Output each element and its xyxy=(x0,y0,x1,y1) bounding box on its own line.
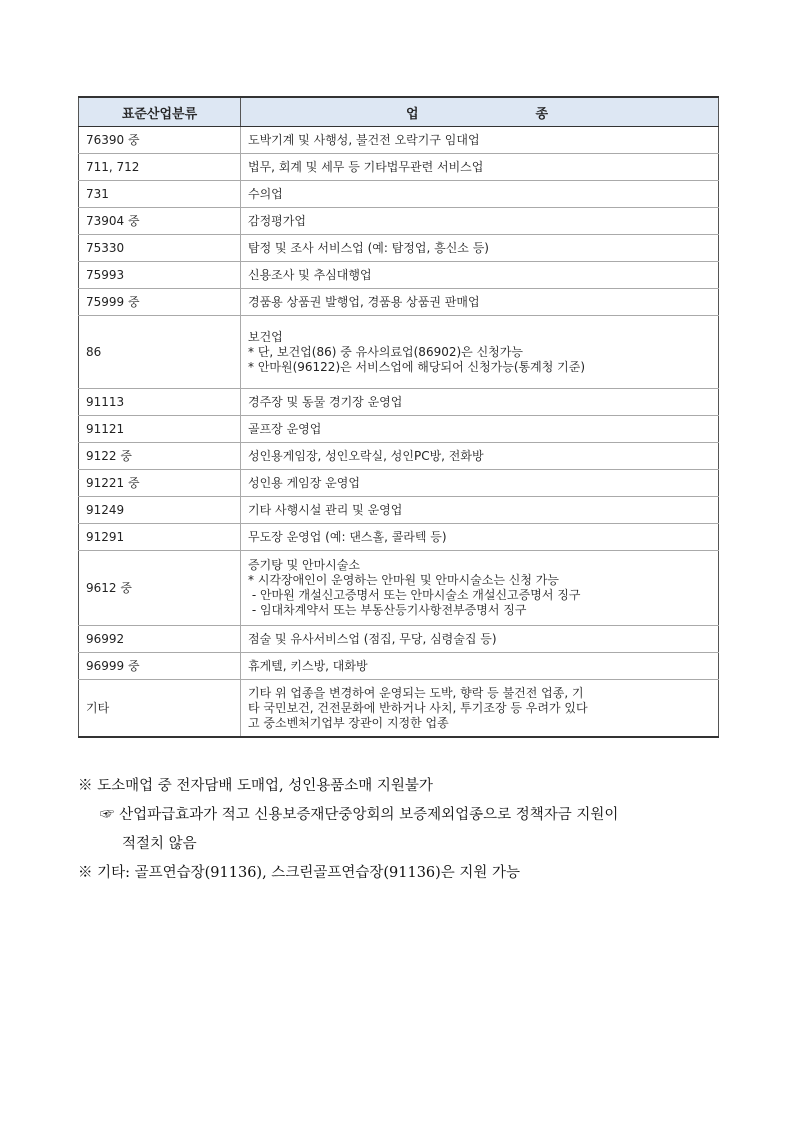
note-ecig-reason: ☞ 산업파급효과가 적고 신용보증재단중앙회의 보증제외업종으로 정책자금 지원이 xyxy=(100,807,619,823)
industry-code-cell: 9122 중 xyxy=(79,443,241,470)
table-row xyxy=(79,289,719,316)
table-header-row xyxy=(79,97,719,127)
notes-section xyxy=(78,772,728,888)
industry-description-cell xyxy=(241,653,719,680)
note-ecig-reason-cont: 적절치 않음 xyxy=(122,836,197,852)
header-industry-left: 업 xyxy=(406,106,419,122)
description-line: 수의업 xyxy=(248,186,283,201)
industry-description-cell xyxy=(241,235,719,262)
industry-description-cell xyxy=(241,389,719,416)
description-line: 성인용게임장, 성인오락실, 성인PC방, 전화방 xyxy=(248,448,484,463)
description-line: 점술 및 유사서비스업 (점집, 무당, 심령술집 등) xyxy=(248,631,497,646)
industry-code-cell: 73904 중 xyxy=(79,208,241,235)
industry-code-cell: 76390 중 xyxy=(79,127,241,154)
industry-description-cell xyxy=(241,443,719,470)
description-line: 고 중소벤처기업부 장관이 지정한 업종 xyxy=(248,715,449,730)
industry-description-cell xyxy=(241,289,719,316)
industry-description-cell xyxy=(241,551,719,626)
table-row xyxy=(79,626,719,653)
description-line: 법무, 회계 및 세무 등 기타법무관련 서비스업 xyxy=(248,159,484,174)
header-industry xyxy=(241,97,719,127)
industry-code-cell: 9612 중 xyxy=(79,551,241,626)
industry-code-cell: 75330 xyxy=(79,235,241,262)
description-line: 도박기계 및 사행성, 불건전 오락기구 임대업 xyxy=(248,132,480,147)
industry-description-cell xyxy=(241,416,719,443)
table-row xyxy=(79,551,719,626)
description-line: * 시각장애인이 운영하는 안마원 및 안마시술소는 신청 가능 xyxy=(248,573,559,587)
restricted-industry-table xyxy=(78,96,719,738)
industry-description-cell xyxy=(241,154,719,181)
industry-code-cell: 96992 xyxy=(79,626,241,653)
industry-code-cell: 91121 xyxy=(79,416,241,443)
industry-description-cell xyxy=(241,470,719,497)
industry-description-cell xyxy=(241,208,719,235)
description-line: 신용조사 및 추심대행업 xyxy=(248,267,372,282)
description-line: 증기탕 및 안마시술소 xyxy=(248,558,360,572)
description-line: 골프장 운영업 xyxy=(248,421,322,436)
table-row xyxy=(79,497,719,524)
description-line: - 안마원 개설신고증명서 또는 안마시술소 개설신고증명서 징구 xyxy=(248,588,581,602)
industry-code-cell: 731 xyxy=(79,181,241,208)
note-golf-practice: ※ 기타: 골프연습장(91136), 스크린골프연습장(91136)은 지원 가능 xyxy=(78,865,521,881)
industry-description-cell xyxy=(241,524,719,551)
industry-code-cell: 711, 712 xyxy=(79,154,241,181)
note-ecig: ※ 도소매업 중 전자담배 도매업, 성인용품소매 지원불가 xyxy=(78,778,433,794)
table-row xyxy=(79,443,719,470)
industry-code-cell: 75993 xyxy=(79,262,241,289)
header-industry-right: 종 xyxy=(535,106,548,122)
industry-code-cell: 기타 xyxy=(79,680,241,738)
table-row xyxy=(79,316,719,389)
table-row xyxy=(79,470,719,497)
table-row xyxy=(79,154,719,181)
industry-code-cell: 75999 중 xyxy=(79,289,241,316)
industry-code-cell: 96999 중 xyxy=(79,653,241,680)
description-line: 성인용 게임장 운영업 xyxy=(248,475,360,490)
industry-description-cell xyxy=(241,127,719,154)
industry-description-cell xyxy=(241,680,719,738)
description-line: * 안마원(96122)은 서비스업에 해당되어 신청가능(통계청 기준) xyxy=(248,359,585,374)
description-line: 기타 사행시설 관리 및 운영업 xyxy=(248,502,403,517)
table-row xyxy=(79,235,719,262)
description-line: 경품용 상품권 발행업, 경품용 상품권 판매업 xyxy=(248,294,480,309)
description-line: 무도장 운영업 (예: 댄스홀, 콜라텍 등) xyxy=(248,529,447,544)
industry-description-cell xyxy=(241,316,719,389)
table-row xyxy=(79,208,719,235)
description-line: 보건업 xyxy=(248,329,283,344)
industry-code-cell: 91291 xyxy=(79,524,241,551)
description-line: 휴게텔, 키스방, 대화방 xyxy=(248,658,368,673)
description-line: 타 국민보건, 건전문화에 반하거나 사치, 투기조장 등 우려가 있다 xyxy=(248,700,588,715)
table-body xyxy=(79,127,719,738)
table-row xyxy=(79,524,719,551)
table-row xyxy=(79,262,719,289)
industry-description-cell xyxy=(241,181,719,208)
description-line: 기타 위 업종을 변경하여 운영되는 도박, 향락 등 불건전 업종, 기 xyxy=(248,685,584,700)
description-line: 탐정 및 조사 서비스업 (예: 탐정업, 흥신소 등) xyxy=(248,240,489,255)
industry-code-cell: 86 xyxy=(79,316,241,389)
description-line: - 임대차계약서 또는 부동산등기사항전부증명서 징구 xyxy=(248,603,527,617)
industry-description-cell xyxy=(241,626,719,653)
industry-description-cell xyxy=(241,262,719,289)
description-line: * 단, 보건업(86) 중 유사의료업(86902)은 신청가능 xyxy=(248,344,523,359)
industry-code-cell: 91113 xyxy=(79,389,241,416)
table-row xyxy=(79,389,719,416)
industry-code-cell: 91249 xyxy=(79,497,241,524)
description-line: 경주장 및 동물 경기장 운영업 xyxy=(248,394,403,409)
description-line: 감정평가업 xyxy=(248,213,306,228)
table-row xyxy=(79,127,719,154)
table-row xyxy=(79,416,719,443)
table-row xyxy=(79,680,719,738)
industry-code-cell: 91221 중 xyxy=(79,470,241,497)
industry-description-cell xyxy=(241,497,719,524)
table-row xyxy=(79,181,719,208)
table-row xyxy=(79,653,719,680)
header-code: 표준산업분류 xyxy=(79,97,241,127)
